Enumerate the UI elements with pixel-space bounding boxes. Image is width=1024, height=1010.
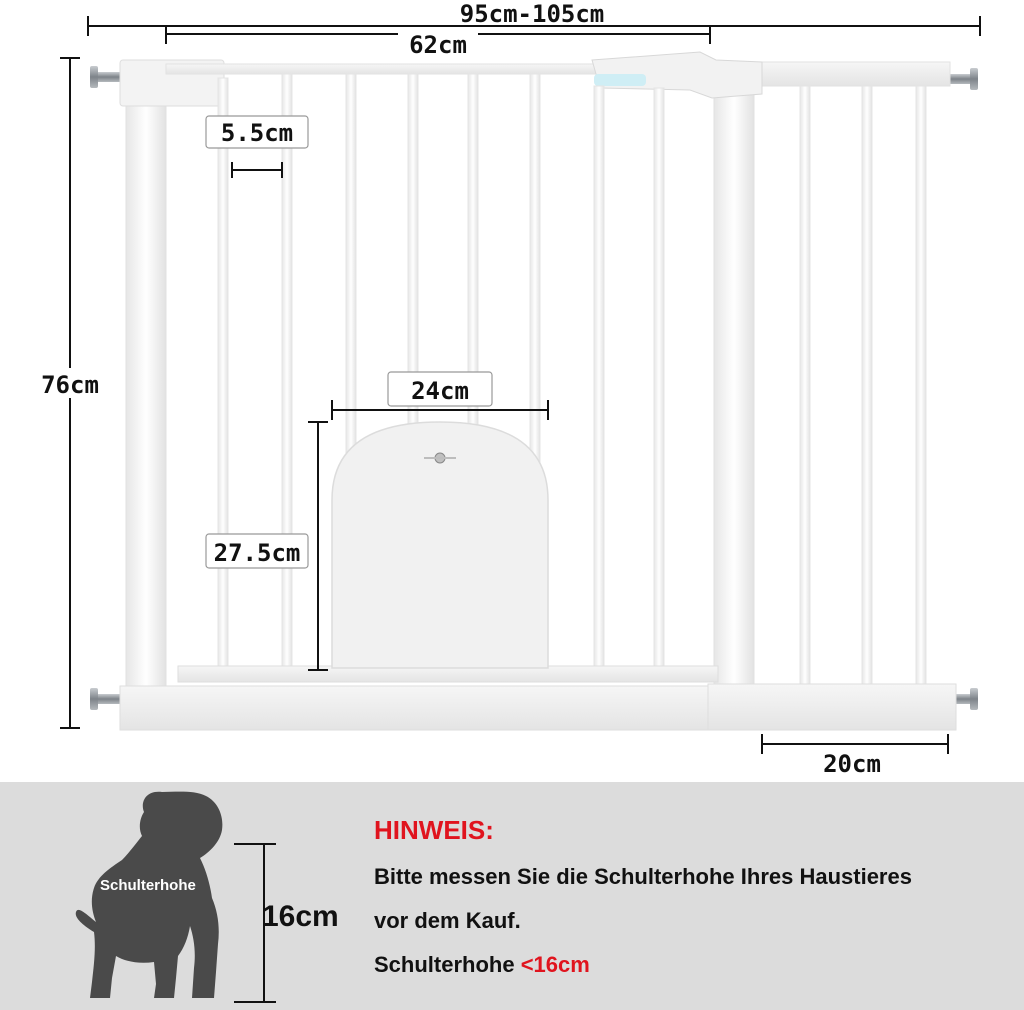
- top-rail-extension: [754, 62, 950, 86]
- door-height-label: 27.5cm: [213, 539, 301, 567]
- gate-width-label: 62cm: [409, 31, 467, 59]
- dog-silhouette-icon: [70, 788, 240, 1003]
- pressure-bolt-bottom-left: [90, 688, 120, 710]
- latch-handle: [592, 52, 762, 98]
- pressure-bolt-top-right: [948, 68, 978, 90]
- notice-title: HINWEIS:: [374, 815, 494, 845]
- left-post: [126, 96, 166, 696]
- shoulder-height-label: 16cm: [262, 900, 339, 933]
- notice-line-2: vor dem Kauf.: [374, 908, 521, 933]
- notice-line-3-prefix: Schulterhohe: [374, 952, 521, 977]
- right-post: [714, 92, 754, 698]
- dog-shoulder-label: Schulterhohe: [100, 877, 196, 894]
- notice-line-3: [374, 952, 590, 978]
- notice-line-1: Bitte messen Sie die Schulterhohe Ihres Haustieres: [374, 864, 912, 889]
- door-width-label: 24cm: [411, 377, 469, 405]
- total-width-label: 95cm-105cm: [459, 0, 605, 28]
- total-width-dimension: [88, 0, 980, 36]
- pet-door: [332, 422, 548, 668]
- notice-line-3-value: <16cm: [520, 952, 590, 977]
- bottom-rail: [120, 686, 720, 730]
- gate-width-dimension: [166, 26, 710, 59]
- gate-bars: [218, 74, 926, 690]
- gate: [90, 52, 978, 730]
- extension-dimension: [762, 734, 948, 778]
- pressure-bolt-top-left: [90, 66, 120, 88]
- bottom-rail-extension: [708, 684, 956, 730]
- door-width-dimension: [332, 372, 548, 420]
- height-label: 76cm: [41, 371, 99, 399]
- bar-gap-label: 5.5cm: [220, 119, 294, 147]
- extension-label: 20cm: [823, 750, 881, 778]
- height-dimension: [34, 58, 106, 728]
